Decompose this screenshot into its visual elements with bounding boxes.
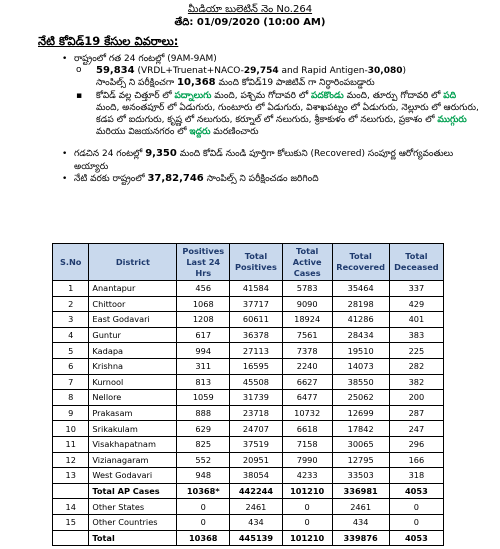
cell-recovered: 35464 (332, 281, 389, 297)
cell-district: West Godavari (89, 468, 177, 484)
cell-sno: 10 (53, 421, 89, 437)
recovered-text-b: మంది కోవిడ్ నుండి పూర్తిగా కోలుకుని (Recovered) సంపూర్ణ ఆరోగ్యవంతులు అయ్యారు (74, 149, 454, 172)
table-row (53, 358, 444, 374)
bullet-tests (62, 53, 480, 65)
cell-deceased: 429 (389, 296, 443, 312)
cell-deceased: 0 (389, 499, 443, 515)
col-header-district: District (89, 244, 177, 281)
date-value: 01/09/2020 (10:00 AM) (196, 17, 326, 28)
sub-bullet-samples (76, 65, 480, 89)
cell-district: Chittoor (89, 296, 177, 312)
cell-district: Kadapa (89, 343, 177, 359)
cell-active: 0 (282, 514, 332, 530)
cell-district: East Godavari (89, 312, 177, 328)
cell-sno: 5 (53, 343, 89, 359)
table-row (53, 327, 444, 343)
cell-deceased: 200 (389, 390, 443, 406)
district-table (52, 243, 444, 546)
cell-deceased: 296 (389, 436, 443, 452)
cell-total-positives: 20951 (230, 452, 283, 468)
cell-total-positives: 442244 (230, 483, 283, 499)
table-row (53, 312, 444, 328)
cell-active: 4233 (282, 468, 332, 484)
cell-district: Total AP Cases (89, 483, 177, 499)
cell-deceased: 282 (389, 358, 443, 374)
cell-deceased: 337 (389, 281, 443, 297)
cell-positives-24h: 948 (177, 468, 230, 484)
cell-total-positives: 38054 (230, 468, 283, 484)
cell-recovered: 41286 (332, 312, 389, 328)
col-header-deceased: Total Deceased (389, 244, 443, 281)
col-header-positives-24h: Positives Last 24 Hrs (177, 244, 230, 281)
sub-bullet-deaths (76, 90, 480, 139)
cell-deceased: 383 (389, 327, 443, 343)
cell-active: 6627 (282, 374, 332, 390)
cell-deceased: 225 (389, 343, 443, 359)
cell-total-positives: 37519 (230, 436, 283, 452)
cell-recovered: 14073 (332, 358, 389, 374)
cell-deceased: 4053 (389, 530, 443, 546)
cell-deceased: 382 (389, 374, 443, 390)
cell-active: 5783 (282, 281, 332, 297)
cell-positives-24h: 311 (177, 358, 230, 374)
cell-recovered: 339876 (332, 530, 389, 546)
recovered-count: 9,350 (145, 148, 177, 160)
cell-recovered: 38550 (332, 374, 389, 390)
cell-positives-24h: 825 (177, 436, 230, 452)
cell-recovered: 336981 (332, 483, 389, 499)
total-samples-count: 37,82,746 (147, 172, 204, 184)
cell-active: 10732 (282, 405, 332, 421)
cell-deceased: 287 (389, 405, 443, 421)
cell-active: 7378 (282, 343, 332, 359)
cell-positives-24h: 1059 (177, 390, 230, 406)
bullet-total-samples (62, 173, 480, 185)
cell-total-positives: 45508 (230, 374, 283, 390)
date-label: తేది: (174, 17, 194, 28)
bulletin-date (0, 16, 500, 29)
cell-deceased: 401 (389, 312, 443, 328)
total-samples-text-a: నేటి వరకు రాష్ట్రంలో (74, 173, 145, 184)
cell-positives-24h: 10368 (177, 530, 230, 546)
cell-total-positives: 27113 (230, 343, 283, 359)
cell-sno (53, 483, 89, 499)
cell-recovered: 17842 (332, 421, 389, 437)
cell-total-positives: 60611 (230, 312, 283, 328)
cell-sno: 15 (53, 514, 89, 530)
table-row (53, 530, 444, 546)
cell-sno: 14 (53, 499, 89, 515)
cell-sno: 12 (53, 452, 89, 468)
cell-sno: 4 (53, 327, 89, 343)
cell-total-positives: 36378 (230, 327, 283, 343)
cell-positives-24h: 0 (177, 499, 230, 515)
table-row (53, 499, 444, 515)
cell-district: Srikakulam (89, 421, 177, 437)
cell-sno: 11 (53, 436, 89, 452)
cell-total-positives: 16595 (230, 358, 283, 374)
cell-positives-24h: 888 (177, 405, 230, 421)
cell-district: Vizianagaram (89, 452, 177, 468)
cell-active: 0 (282, 499, 332, 515)
cell-positives-24h: 813 (177, 374, 230, 390)
cell-district: Prakasam (89, 405, 177, 421)
cell-district: Other States (89, 499, 177, 515)
cell-deceased: 4053 (389, 483, 443, 499)
total-samples-text-b: సాంపిల్స్ ని పరీక్షించడం జరిగింది (206, 173, 319, 184)
cell-district: Total (89, 530, 177, 546)
cell-active: 7158 (282, 436, 332, 452)
col-header-recovered: Total Recovered (332, 244, 389, 281)
samples-text: సాంపిల్స్ ని పరీక్షించగా (96, 78, 175, 89)
cell-district: Guntur (89, 327, 177, 343)
table-row (53, 452, 444, 468)
cell-positives-24h: 0 (177, 514, 230, 530)
cell-sno: 8 (53, 390, 89, 406)
positives-text: మంది కోవిడ్19 పాజిటివ్ గా నిర్ధారింపబడ్డారు (218, 78, 375, 89)
table-row (53, 468, 444, 484)
cell-sno: 6 (53, 358, 89, 374)
samples-breakdown-a: (VRDL+Truenat+NACO- (137, 66, 244, 77)
cell-sno (53, 530, 89, 546)
bulletin-number-text: మీడియా బులెటిన్ నెం No.264 (187, 4, 313, 15)
cell-district: Visakhapatnam (89, 436, 177, 452)
col-header-active: Total Active Cases (282, 244, 332, 281)
table-row (53, 390, 444, 406)
samples-breakdown-b: and Rapid Antigen- (281, 66, 368, 77)
cell-sno: 2 (53, 296, 89, 312)
cell-district: Nellore (89, 390, 177, 406)
cell-positives-24h: 10368* (177, 483, 230, 499)
samples-count: 59,834 (96, 65, 135, 77)
cell-recovered: 30065 (332, 436, 389, 452)
cell-sno: 13 (53, 468, 89, 484)
cell-positives-24h: 1068 (177, 296, 230, 312)
cell-positives-24h: 629 (177, 421, 230, 437)
cell-recovered: 25062 (332, 390, 389, 406)
recovered-text-a: గడచిన 24 గంటల్లో (74, 149, 143, 160)
table-row (53, 405, 444, 421)
cell-recovered: 434 (332, 514, 389, 530)
cell-sno: 7 (53, 374, 89, 390)
vrdl-count: 29,754 (243, 66, 279, 77)
cell-positives-24h: 617 (177, 327, 230, 343)
bullet-recovered (62, 148, 480, 172)
cell-active: 101210 (282, 530, 332, 546)
cell-positives-24h: 456 (177, 281, 230, 297)
cell-sno: 1 (53, 281, 89, 297)
cell-total-positives: 37717 (230, 296, 283, 312)
cell-active: 9090 (282, 296, 332, 312)
cell-active: 18924 (282, 312, 332, 328)
cell-deceased: 0 (389, 514, 443, 530)
cell-district: Krishna (89, 358, 177, 374)
cell-sno: 3 (53, 312, 89, 328)
table-row (53, 281, 444, 297)
cell-positives-24h: 1208 (177, 312, 230, 328)
table-row (53, 343, 444, 359)
cell-recovered: 2461 (332, 499, 389, 515)
col-header-total-positives: Total Positives (230, 244, 283, 281)
cell-active: 7990 (282, 452, 332, 468)
col-header-sno: S.No (53, 244, 89, 281)
table-header-row (53, 244, 444, 281)
cell-recovered: 28434 (332, 327, 389, 343)
bulletin-number (0, 3, 500, 16)
cell-district: Other Countries (89, 514, 177, 530)
cell-total-positives: 31739 (230, 390, 283, 406)
antigen-count: 30,080 (367, 66, 403, 77)
cell-positives-24h: 994 (177, 343, 230, 359)
positives-count: 10,368 (177, 77, 216, 89)
table-row (53, 421, 444, 437)
cell-deceased: 166 (389, 452, 443, 468)
cell-district: Anantapur (89, 281, 177, 297)
cell-recovered: 28198 (332, 296, 389, 312)
cell-active: 7561 (282, 327, 332, 343)
cell-deceased: 318 (389, 468, 443, 484)
bulletin-page (0, 3, 500, 549)
table-row (53, 483, 444, 499)
cell-active: 6477 (282, 390, 332, 406)
cell-total-positives: 434 (230, 514, 283, 530)
section-title: నేటి కోవిడ్19 కేసుల వివరాలు: (38, 34, 179, 48)
cell-active: 2240 (282, 358, 332, 374)
cell-positives-24h: 552 (177, 452, 230, 468)
cell-deceased: 247 (389, 421, 443, 437)
cell-sno: 9 (53, 405, 89, 421)
table-row (53, 374, 444, 390)
cell-active: 101210 (282, 483, 332, 499)
cell-recovered: 19510 (332, 343, 389, 359)
summary-bullets (62, 53, 480, 185)
cell-total-positives: 2461 (230, 499, 283, 515)
cell-total-positives: 23718 (230, 405, 283, 421)
bullet-tests-text: రాష్ట్రంలో గత 24 గంటల్లో (9AM-9AM) (74, 54, 217, 64)
table-row (53, 436, 444, 452)
table-row (53, 296, 444, 312)
cell-active: 6618 (282, 421, 332, 437)
deaths-text: కోవిడ్ వల్ల చిత్తూర్ లో పద్నాలుగు మంది, పశ్చిమ గోదావరి లో పదకొండు మంది, తూర్పు గోదావరి లో పది మంది, అనంతపూర్ లో ఏడుగురు, గుంటూరు లో ఏడుగురు, విశాఖపట్నం లో ఏడుగురు, నెల్లూరు లో ఆరుగురు, కడప లో ఐదుగురు, కృష్ణ లో నలుగురు, కర్నూల్ లో నలుగురు, శ్రీకాకుళం లో నలుగురు, ప్రకాశం లో ముగ్గురు మరియు విజయనగరం లో ఇద్దరు మరణించారు (96, 90, 479, 138)
cell-total-positives: 24707 (230, 421, 283, 437)
cell-recovered: 12699 (332, 405, 389, 421)
cell-district: Kurnool (89, 374, 177, 390)
cell-total-positives: 41584 (230, 281, 283, 297)
samples-breakdown-c: ) (402, 66, 406, 77)
cell-recovered: 12795 (332, 452, 389, 468)
cell-recovered: 33503 (332, 468, 389, 484)
table-row (53, 514, 444, 530)
cell-total-positives: 445139 (230, 530, 283, 546)
